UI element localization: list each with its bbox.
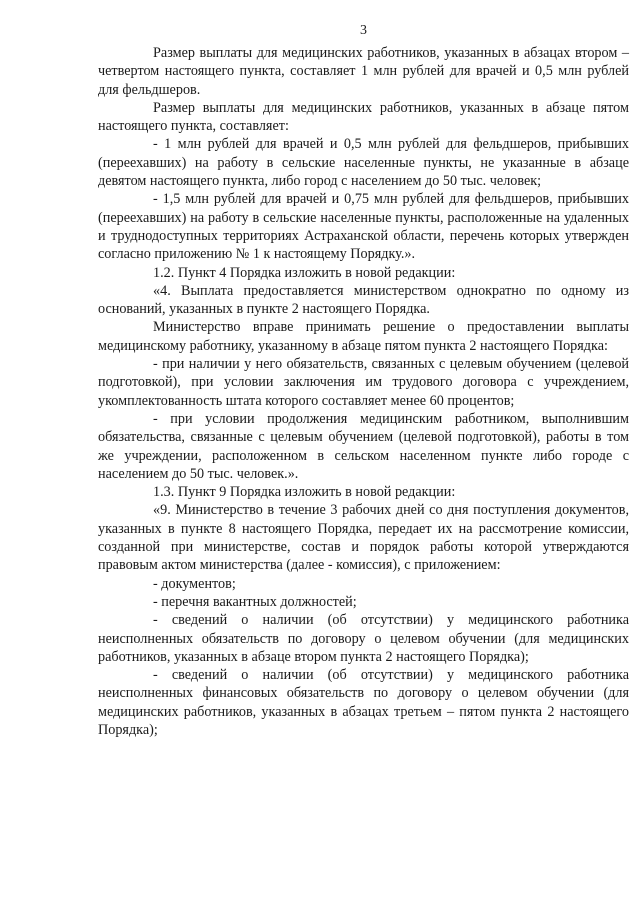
document-body xyxy=(98,44,629,739)
list-item-1mln: - 1 млн рублей для врачей и 0,5 млн рублей для фельдшеров, прибывших (переехавших) на работу в сельские населенные пункты, не указанные в абзаце девятом настоящего пункта, либо город с населением до 50 тыс. человек; xyxy=(98,136,629,190)
list-item-continuation: - при условии продолжения медицинским работником, выполнившим обязательства, связанные с целевым обучением (целевой подготовкой), работы в том же учреждении, расположенном в сельском населенном пункте либо городе с населением до 50 тыс. человек.». xyxy=(98,410,629,482)
paragraph-payment-size: Размер выплаты для медицинских работников, указанных в абзацах втором – четвертом настоящего пункта, составляет 1 млн рублей для врачей и 0,5 млн рублей для фельдшеров. xyxy=(98,45,629,98)
paragraph-item-9: «9. Министерство в течение 3 рабочих дней со дня поступления документов, указанных в пункте 8 настоящего Порядка, передает их на рассмотрение комиссии, созданной при министерстве, состав и порядок работы которой утверждаются правовым актом министерства (далее - комиссия), с приложением: xyxy=(98,502,629,574)
list-item-vacancies: - перечня вакантных должностей; xyxy=(153,593,357,610)
paragraph-payment-size-fifth: Размер выплаты для медицинских работников, указанных в абзаце пятом настоящего пункта, составляет: xyxy=(98,99,629,135)
clause-1-2: 1.2. Пункт 4 Порядка изложить в новой редакции: xyxy=(153,264,456,281)
list-item-financial-obligations-info: - сведений о наличии (об отсутствии) у медицинского работника неисполненных финансовых обязательств по договору о целевом обучении (для медицинских работников, указанных в абзацах третьем – пятом пункта 2 настоящего Порядка); xyxy=(98,667,629,738)
list-item-1-5mln: - 1,5 млн рублей для врачей и 0,75 млн рублей для фельдшеров, прибывших (переехавших) на работу в сельские населенные пункты, расположенные на удаленных и труднодоступных территориях Астраханской области, перечень которых утвержден согласно приложению № 1 к настоящему Порядку.». xyxy=(98,191,629,263)
clause-1-3: 1.3. Пункт 9 Порядка изложить в новой редакции: xyxy=(153,484,456,501)
list-item-obligations-info: - сведений о наличии (об отсутствии) у медицинского работника неисполненных обязательств по договору о целевом обучении (для медицинских работников, указанных в абзаце втором пункта 2 настоящего Порядка); xyxy=(98,612,629,665)
paragraph-item-4: «4. Выплата предоставляется министерством однократно по одному из оснований, указанных в пункте 2 настоящего Порядка. xyxy=(98,282,629,318)
list-item-documents: - документов; xyxy=(153,575,236,592)
paragraph-ministry-decision: Министерство вправе принимать решение о предоставлении выплаты медицинскому работнику, указанному в абзаце пятом пункта 2 настоящего Порядка: xyxy=(98,319,629,354)
list-item-obligations: - при наличии у него обязательств, связанных с целевым обучением (целевой подготовкой), при условии заключения им трудового договора с учреждением, укомплектованность штата которого составляет менее 60 процентов; xyxy=(98,356,629,409)
page-number: 3 xyxy=(360,23,367,38)
